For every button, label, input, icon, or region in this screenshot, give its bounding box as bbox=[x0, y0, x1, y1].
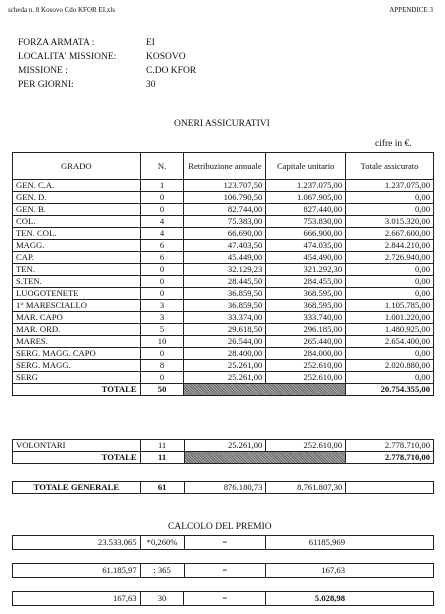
retribution-cell: 123.707,50 bbox=[184, 180, 266, 192]
grade-cell: S.TEN. bbox=[13, 276, 141, 288]
table-row bbox=[13, 192, 434, 204]
col-header: Retribuzione annuale bbox=[184, 153, 266, 180]
info-label: MISSIONE : bbox=[18, 66, 68, 76]
volontari-table bbox=[12, 439, 434, 464]
premio-result: 61185,969 bbox=[266, 536, 434, 550]
capital-cell: 296.185,00 bbox=[266, 324, 346, 336]
table-row bbox=[13, 228, 434, 240]
premio-result: 167,63 bbox=[266, 564, 434, 578]
insured-cell: 0,00 bbox=[346, 204, 434, 216]
capital-cell: 1.237.075,00 bbox=[266, 180, 346, 192]
grade-cell: TEN. bbox=[13, 264, 141, 276]
grade-cell: COL. bbox=[13, 216, 141, 228]
premio-operator: : 365 bbox=[140, 564, 184, 578]
info-value: C.DO KFOR bbox=[146, 66, 197, 76]
insured-cell: 2.778.710,00 bbox=[346, 440, 434, 452]
count-cell: 10 bbox=[140, 336, 184, 348]
count-cell: 4 bbox=[140, 216, 184, 228]
grade-cell: MAGG. bbox=[13, 240, 141, 252]
table-row bbox=[13, 264, 434, 276]
grand-total-retribution: 876.180,73 bbox=[184, 482, 266, 494]
table-row bbox=[13, 180, 434, 192]
table-row bbox=[13, 216, 434, 228]
grade-cell: SERG. MAGG. CAPO bbox=[13, 348, 141, 360]
retribution-cell: 28.445,50 bbox=[184, 276, 266, 288]
insured-cell: 2.726.940,00 bbox=[346, 252, 434, 264]
capital-cell: 827.440,00 bbox=[266, 204, 346, 216]
grand-total-capital: 8.761.807,30 bbox=[266, 482, 346, 494]
insured-cell: 1.001.220,00 bbox=[346, 312, 434, 324]
table-row bbox=[13, 204, 434, 216]
info-value: KOSOVO bbox=[146, 52, 186, 62]
insured-cell: 0,00 bbox=[346, 372, 434, 384]
capital-cell: 252.610,00 bbox=[266, 440, 346, 452]
insured-cell: 2.844.210,00 bbox=[346, 240, 434, 252]
table-row bbox=[13, 240, 434, 252]
count-cell: 4 bbox=[140, 228, 184, 240]
info-label: LOCALITA' MISSIONE: bbox=[18, 52, 117, 62]
table-header-row bbox=[13, 153, 434, 180]
capital-cell: 753.830,00 bbox=[266, 216, 346, 228]
retribution-cell: 28.400,00 bbox=[184, 348, 266, 360]
total-label: TOTALE bbox=[13, 452, 141, 464]
total-value: 2.778.710,00 bbox=[346, 452, 434, 464]
table-row bbox=[13, 252, 434, 264]
grand-total-count: 61 bbox=[140, 482, 184, 494]
grade-cell: 1° MARESCIALLO bbox=[13, 300, 141, 312]
premio-operator: *0,260% bbox=[140, 536, 184, 550]
total-label: TOTALE bbox=[13, 384, 141, 396]
info-value: EI bbox=[146, 38, 155, 48]
insured-cell: 0,00 bbox=[346, 192, 434, 204]
insured-cell: 0,00 bbox=[346, 288, 434, 300]
capital-cell: 284.455,00 bbox=[266, 276, 346, 288]
insured-cell: 2.667.600,00 bbox=[346, 228, 434, 240]
table-row bbox=[13, 276, 434, 288]
grade-cell: MARES. bbox=[13, 336, 141, 348]
count-cell: 0 bbox=[140, 348, 184, 360]
appendix-label: APPENDICE 3 bbox=[389, 6, 433, 14]
insured-cell: 1.237.075,00 bbox=[346, 180, 434, 192]
retribution-cell: 25.261,00 bbox=[184, 372, 266, 384]
count-cell: 11 bbox=[140, 440, 184, 452]
table-row bbox=[13, 324, 434, 336]
currency-note: cifre in €. bbox=[375, 139, 412, 149]
count-cell: 0 bbox=[140, 276, 184, 288]
table-row bbox=[13, 440, 434, 452]
grade-cell: GEN. C.A. bbox=[13, 180, 141, 192]
grade-cell: TEN. COL. bbox=[13, 228, 141, 240]
grade-cell: SERG bbox=[13, 372, 141, 384]
capital-cell: 284.000,00 bbox=[266, 348, 346, 360]
shaded-cell bbox=[184, 452, 346, 464]
premio-amount: 61.185,97 bbox=[13, 564, 141, 578]
insured-cell: 0,00 bbox=[346, 276, 434, 288]
premio-row-2 bbox=[12, 563, 434, 578]
premio-row-3 bbox=[12, 591, 434, 606]
retribution-cell: 32.129,23 bbox=[184, 264, 266, 276]
insured-cell: 0,00 bbox=[346, 348, 434, 360]
retribution-cell: 106.790,50 bbox=[184, 192, 266, 204]
capital-cell: 454.490,00 bbox=[266, 252, 346, 264]
grades-table bbox=[12, 152, 434, 396]
retribution-cell: 29.618,50 bbox=[184, 324, 266, 336]
total-value: 20.754.355,00 bbox=[346, 384, 434, 396]
premio-equals: = bbox=[184, 592, 266, 606]
grand-total-label: TOTALE GENERALE bbox=[13, 482, 141, 494]
col-header: N. bbox=[140, 153, 184, 180]
total-count: 50 bbox=[140, 384, 184, 396]
table-row bbox=[13, 288, 434, 300]
count-cell: 8 bbox=[140, 360, 184, 372]
capital-cell: 333.740,00 bbox=[266, 312, 346, 324]
info-value: 30 bbox=[146, 80, 156, 90]
total-row bbox=[13, 452, 434, 464]
premio-equals: = bbox=[184, 564, 266, 578]
premio-result: 5.028,98 bbox=[266, 592, 434, 606]
table-row bbox=[13, 312, 434, 324]
premio-operator: 30 bbox=[140, 592, 184, 606]
count-cell: 3 bbox=[140, 300, 184, 312]
table-row bbox=[13, 360, 434, 372]
premio-title: CALCOLO DEL PREMIO bbox=[168, 522, 272, 532]
premio-equals: = bbox=[184, 536, 266, 550]
capital-cell: 368.595,00 bbox=[266, 300, 346, 312]
insured-cell: 3.015.320,00 bbox=[346, 216, 434, 228]
total-row bbox=[13, 384, 434, 396]
retribution-cell: 26.544,00 bbox=[184, 336, 266, 348]
count-cell: 0 bbox=[140, 372, 184, 384]
capital-cell: 368.595,00 bbox=[266, 288, 346, 300]
count-cell: 0 bbox=[140, 204, 184, 216]
insured-cell: 1.480.925,00 bbox=[346, 324, 434, 336]
capital-cell: 474.035,00 bbox=[266, 240, 346, 252]
capital-cell: 321.292,30 bbox=[266, 264, 346, 276]
capital-cell: 1.067.905,00 bbox=[266, 192, 346, 204]
section-title: ONERI ASSICURATIVI bbox=[174, 119, 270, 129]
table-row bbox=[13, 336, 434, 348]
grand-total-value bbox=[346, 482, 434, 494]
insured-cell: 0,00 bbox=[346, 264, 434, 276]
col-header: Capitale unitario bbox=[266, 153, 346, 180]
count-cell: 0 bbox=[140, 288, 184, 300]
table-row bbox=[13, 300, 434, 312]
retribution-cell: 25.261,00 bbox=[184, 360, 266, 372]
capital-cell: 666.900,00 bbox=[266, 228, 346, 240]
count-cell: 6 bbox=[140, 252, 184, 264]
retribution-cell: 82.744,00 bbox=[184, 204, 266, 216]
retribution-cell: 36.859,50 bbox=[184, 300, 266, 312]
file-name: scheda n. 8 Kosovo Cdo KFOR EI.xls bbox=[8, 6, 115, 14]
info-label: PER GIORNI: bbox=[18, 80, 74, 90]
insured-cell: 2.020.880,00 bbox=[346, 360, 434, 372]
grade-cell: MAR. ORD. bbox=[13, 324, 141, 336]
retribution-cell: 33.374,00 bbox=[184, 312, 266, 324]
retribution-cell: 45.449,00 bbox=[184, 252, 266, 264]
info-label: FORZA ARMATA : bbox=[18, 38, 95, 48]
table-row bbox=[13, 372, 434, 384]
count-cell: 6 bbox=[140, 240, 184, 252]
grade-cell: GEN. D. bbox=[13, 192, 141, 204]
retribution-cell: 47.403,50 bbox=[184, 240, 266, 252]
premio-amount: 23.533.065 bbox=[13, 536, 141, 550]
grade-cell: SERG. MAGG. bbox=[13, 360, 141, 372]
grade-cell: GEN. B. bbox=[13, 204, 141, 216]
insured-cell: 2.654.400,00 bbox=[346, 336, 434, 348]
count-cell: 0 bbox=[140, 192, 184, 204]
total-count: 11 bbox=[140, 452, 184, 464]
retribution-cell: 36.859,50 bbox=[184, 288, 266, 300]
insured-cell: 1.105.785,00 bbox=[346, 300, 434, 312]
grade-cell: MAR. CAPO bbox=[13, 312, 141, 324]
table-row bbox=[13, 348, 434, 360]
grade-cell: CAP. bbox=[13, 252, 141, 264]
premio-row-1 bbox=[12, 535, 434, 550]
col-header: Totale assicurato bbox=[346, 153, 434, 180]
capital-cell: 252.610,00 bbox=[266, 372, 346, 384]
count-cell: 5 bbox=[140, 324, 184, 336]
col-header: GRADO bbox=[13, 153, 141, 180]
shaded-cell bbox=[184, 384, 346, 396]
grand-total-row bbox=[13, 482, 434, 494]
capital-cell: 252.610,00 bbox=[266, 360, 346, 372]
grand-total-table bbox=[12, 481, 434, 494]
count-cell: 3 bbox=[140, 312, 184, 324]
grade-cell: VOLONTARI bbox=[13, 440, 141, 452]
retribution-cell: 25.261,00 bbox=[184, 440, 266, 452]
retribution-cell: 66.690,00 bbox=[184, 228, 266, 240]
count-cell: 0 bbox=[140, 264, 184, 276]
retribution-cell: 75.383,00 bbox=[184, 216, 266, 228]
capital-cell: 265.440,00 bbox=[266, 336, 346, 348]
count-cell: 1 bbox=[140, 180, 184, 192]
grade-cell: LUOGOTENETE bbox=[13, 288, 141, 300]
premio-amount: 167,63 bbox=[13, 592, 141, 606]
